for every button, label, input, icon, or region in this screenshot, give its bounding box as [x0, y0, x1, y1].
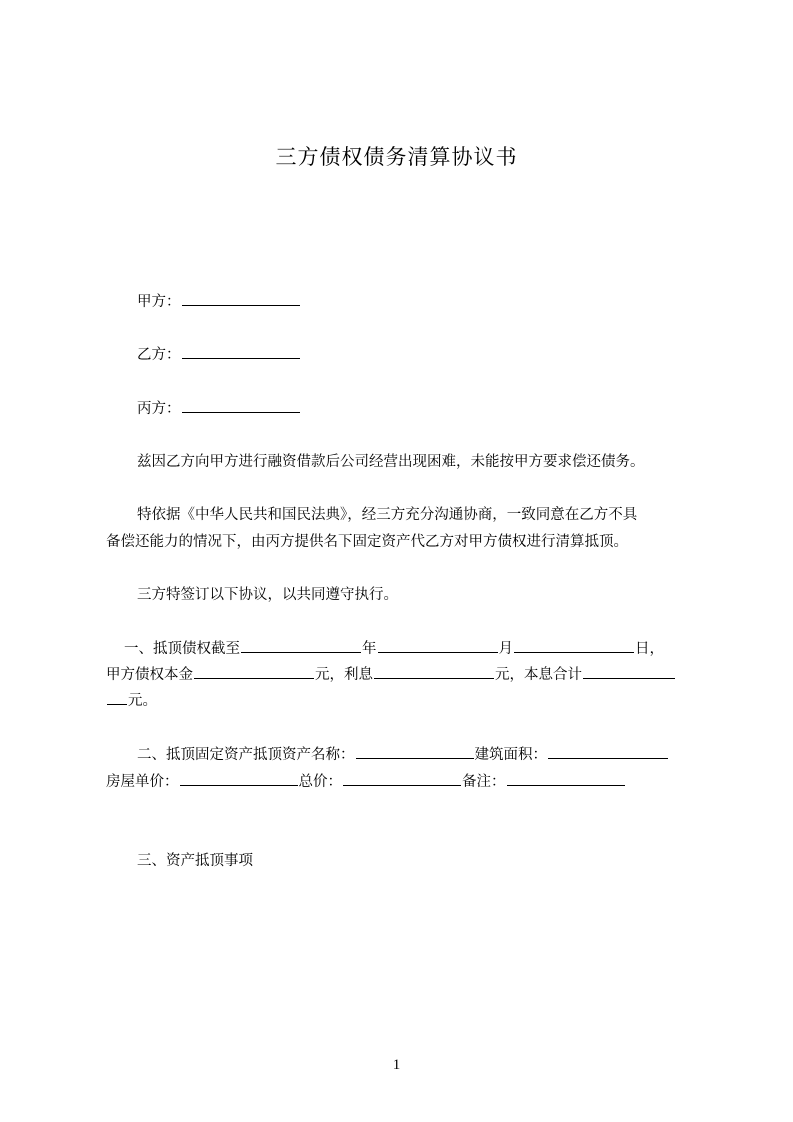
clause1-year-blank — [241, 638, 361, 653]
clause2-total-price-label: 总价： — [298, 774, 342, 790]
clause2-prefix: 二、抵顶固定资产抵顶资产名称： — [137, 747, 355, 763]
clause1-year-label: 年 — [362, 641, 377, 657]
clause1-total-blank-part1 — [583, 664, 675, 679]
clause2-line1 — [137, 744, 737, 765]
party-b-line — [137, 344, 737, 365]
background-paragraph: 兹因乙方向甲方进行融资借款后公司经营出现困难，未能按甲方要求偿还债务。 — [137, 454, 645, 470]
clause2-area-blank — [548, 744, 668, 759]
clause1-line3 — [106, 690, 706, 711]
clause1-principal-blank — [194, 664, 314, 679]
clause1-line1 — [124, 638, 724, 659]
party-b-blank — [182, 344, 300, 359]
page-number: 1 — [392, 1057, 401, 1073]
party-a-line — [137, 291, 737, 312]
clause1-month-blank — [378, 638, 498, 653]
party-c-blank — [182, 398, 300, 413]
clause1-principal-label: 甲方债权本金 — [106, 667, 193, 683]
party-c-line — [137, 398, 737, 419]
party-b-label: 乙方： — [137, 347, 181, 363]
clause2-asset-name-blank — [356, 744, 474, 759]
clause1-end-label: 元。 — [128, 693, 157, 709]
clause1-interest-label: 元，利息 — [315, 667, 373, 683]
document-title: 三方债权债务清算协议书 — [275, 145, 518, 169]
clause1-total-label: 元，本息合计 — [495, 667, 582, 683]
clause1-interest-blank — [374, 664, 494, 679]
clause2-unit-price-blank — [180, 771, 298, 786]
clause2-area-label: 建筑面积： — [474, 747, 547, 763]
clause1-month-label: 月 — [498, 641, 513, 657]
clause2-total-price-blank — [343, 771, 461, 786]
clause3-heading: 三、资产抵顶事项 — [137, 853, 253, 869]
clause1-day-label: 日， — [635, 641, 664, 657]
clause2-remark-blank — [507, 771, 625, 786]
party-a-label: 甲方： — [137, 294, 181, 310]
party-a-blank — [182, 291, 300, 306]
clause1-total-blank-part2 — [107, 690, 127, 705]
agreement-paragraph: 三方特签订以下协议，以共同遵守执行。 — [137, 587, 398, 603]
clause1-prefix: 一、抵顶债权截至 — [124, 641, 240, 657]
clause2-unit-price-label: 房屋单价： — [106, 774, 179, 790]
basis-paragraph-line2: 备偿还能力的情况下，由丙方提供名下固定资产代乙方对甲方债权进行清算抵顶。 — [106, 534, 628, 550]
basis-paragraph-line1: 特依据《中华人民共和国民法典》，经三方充分沟通协商，一致同意在乙方不具 — [137, 507, 638, 523]
clause1-line2 — [106, 664, 706, 685]
clause2-line2 — [106, 771, 706, 792]
clause1-day-blank — [514, 638, 634, 653]
party-c-label: 丙方： — [137, 401, 181, 417]
clause2-remark-label: 备注： — [462, 774, 506, 790]
